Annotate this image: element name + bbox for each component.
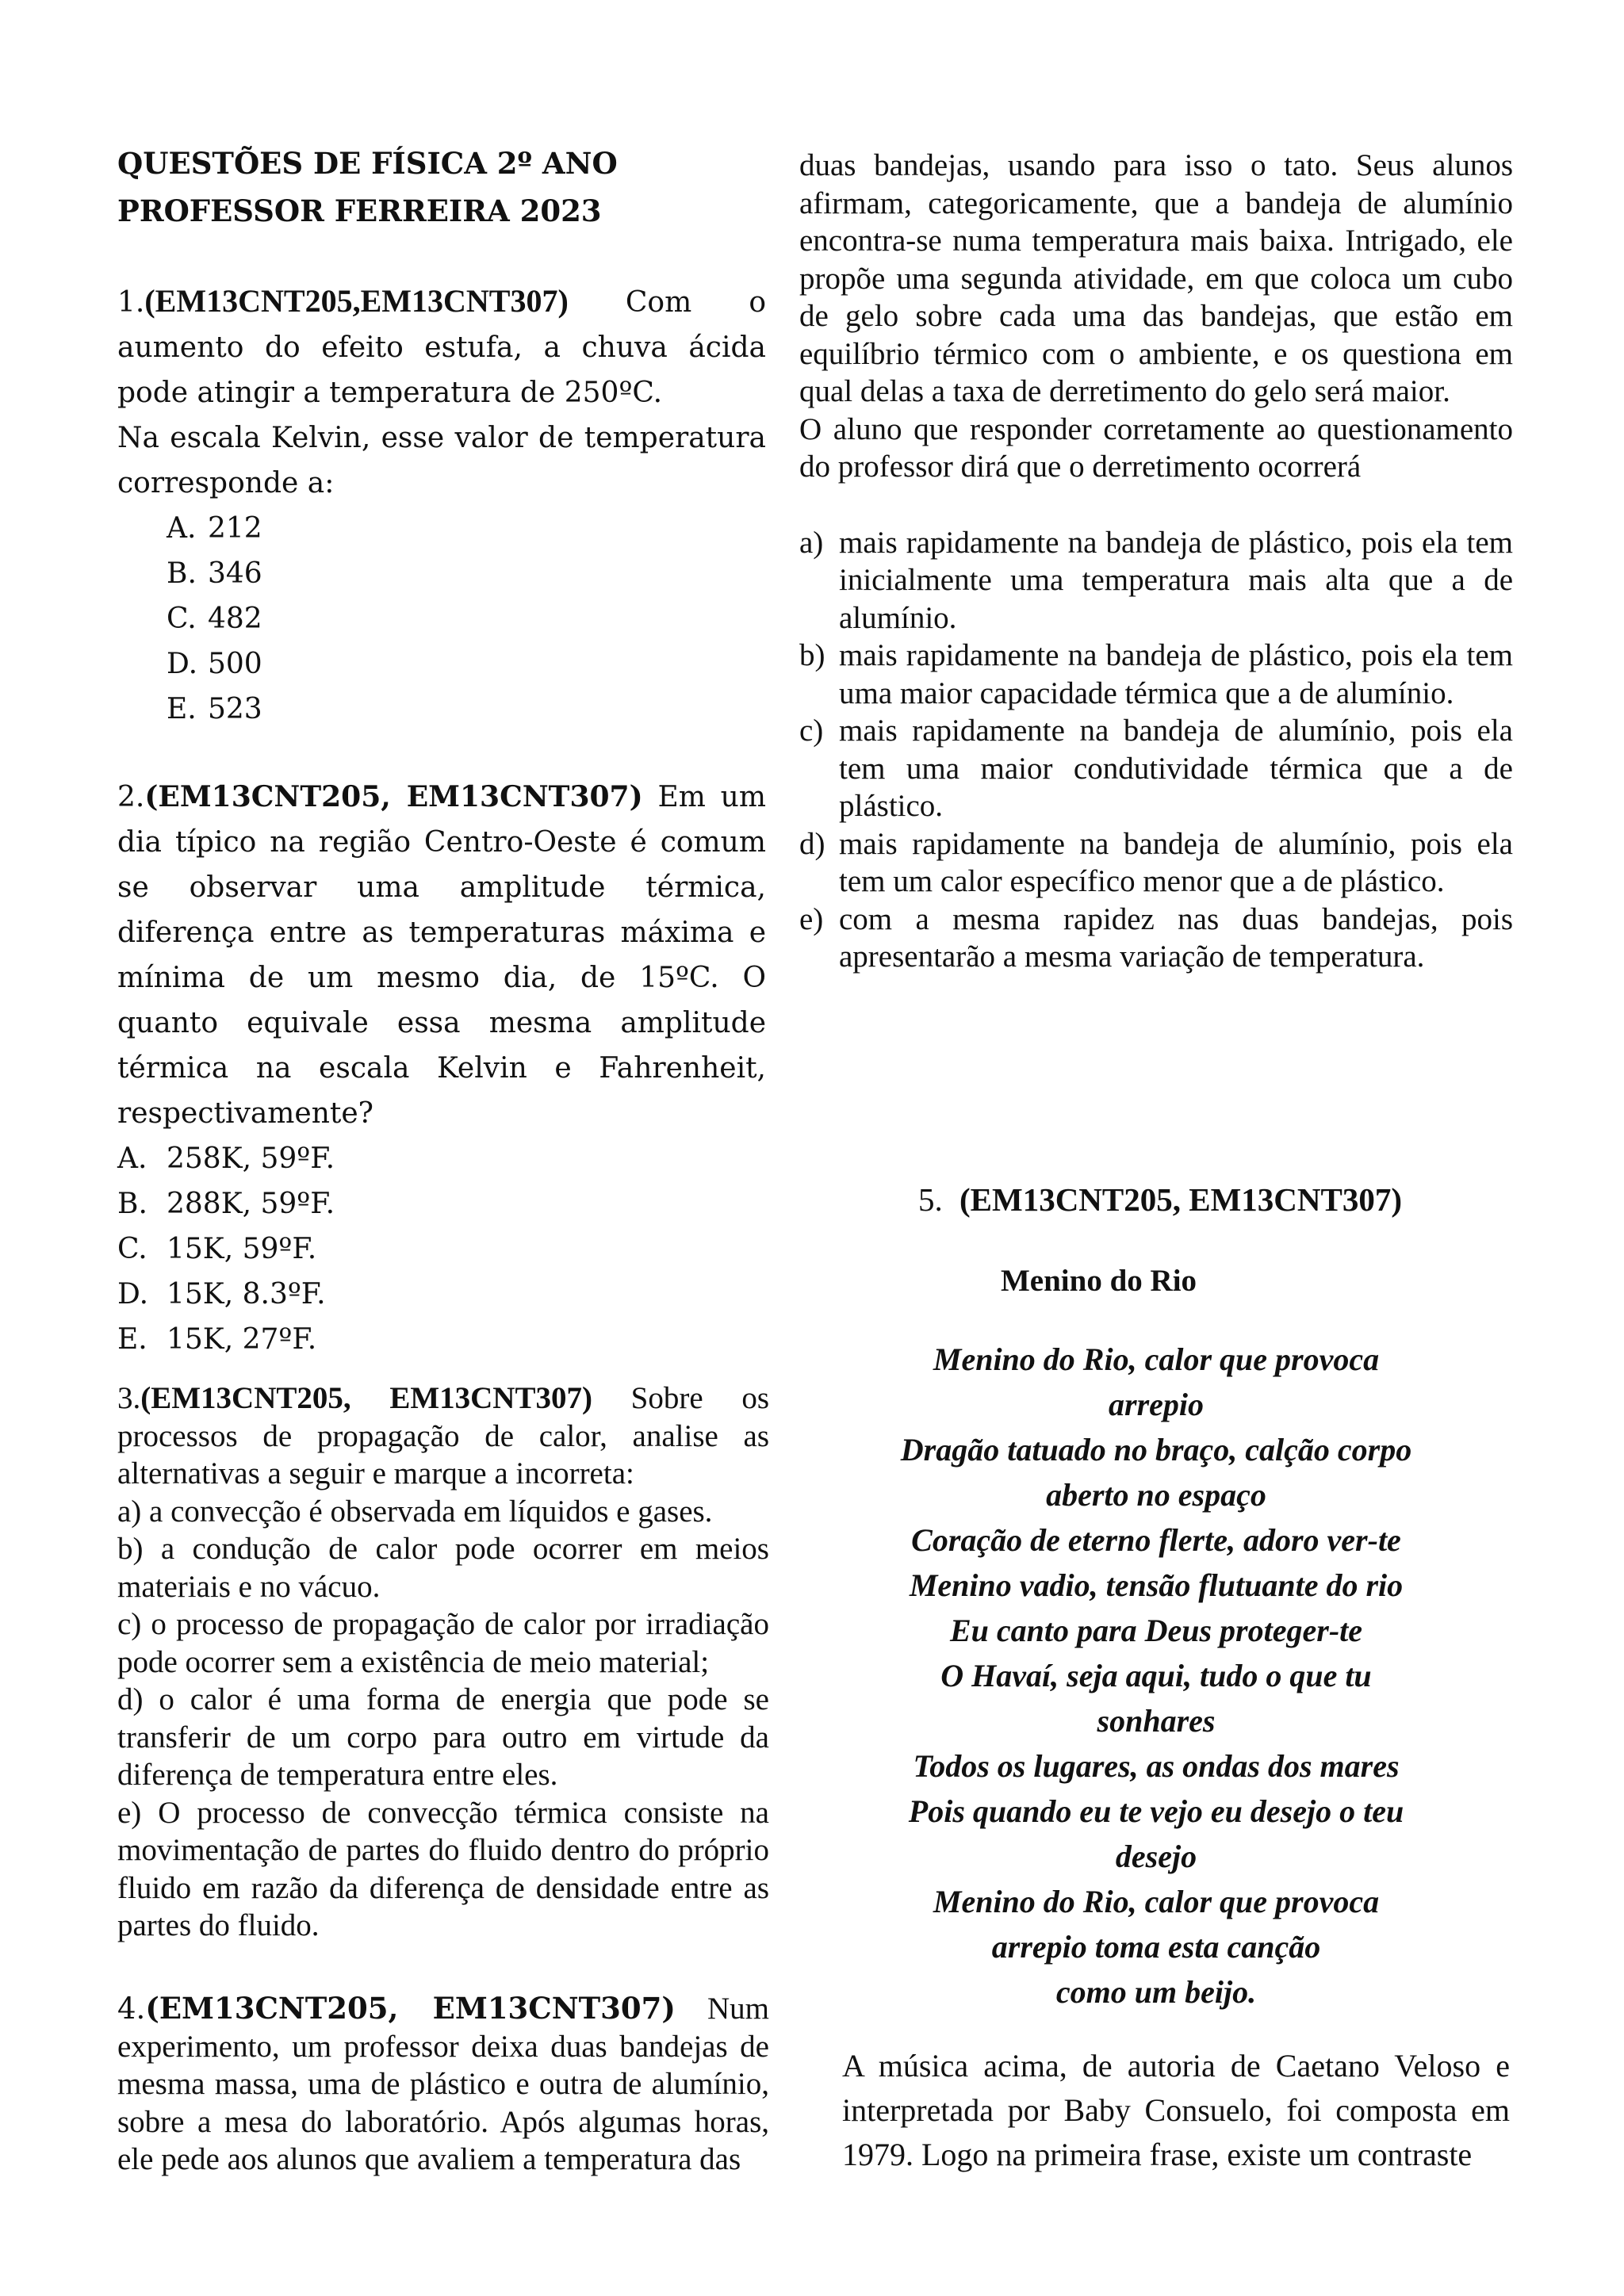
option-q4-b[interactable] <box>799 637 1513 712</box>
option-q1-b[interactable] <box>167 551 766 596</box>
question-4-number: 4. <box>117 1992 146 2026</box>
option-q2-e[interactable] <box>117 1317 766 1362</box>
option-q3-a[interactable]: a) a convecção é observada em líquidos e gases. <box>117 1494 713 1529</box>
lyric-line: Todos os lugares, as ondas dos mares <box>913 1748 1400 1784</box>
option-label: D. <box>167 648 198 680</box>
question-1-options <box>117 506 766 732</box>
question-3-number: 3. <box>117 1381 141 1415</box>
lyric-line: Eu canto para Deus proteger-te <box>950 1613 1362 1648</box>
option-q4-c[interactable] <box>799 712 1513 825</box>
title-line-2: PROFESSOR FERREIRA 2023 <box>117 193 602 228</box>
lyric-line: Coração de eterno flerte, adoro ver-te <box>911 1522 1401 1558</box>
option-text: mais rapidamente na bandeja de plástico, pois ela tem inicialmente uma temperatura mais alta que a de alumínio. <box>839 525 1513 635</box>
question-5-text: A música acima, de autoria de Caetano Veloso e interpretada por Baby Consuelo, foi composta em 1979. Logo na primeira frase, existe um contraste <box>842 2048 1510 2172</box>
question-4-text <box>117 1990 769 2179</box>
option-label: D. <box>117 1278 149 1311</box>
question-4-text-cont-2: O aluno que responder corretamente ao questionamento do professor dirá que o derretimento ocorrerá <box>799 411 1513 484</box>
question-1-code: (EM13CNT205,EM13CNT307) <box>144 283 569 319</box>
option-label: B. <box>167 557 197 590</box>
option-label: B. <box>117 1188 147 1220</box>
option-q2-a[interactable] <box>117 1136 766 1181</box>
question-5-heading <box>918 1177 1402 1222</box>
question-1-number: 1. <box>117 286 145 319</box>
question-4-continued <box>799 147 1513 976</box>
question-1-body: Com o aumento do efeito estufa, a chuva ácida pode atingir a temperatura de 250ºC. <box>117 286 766 409</box>
question-2 <box>117 775 766 1362</box>
option-label: C. <box>167 603 197 635</box>
question-1-text-2: Na escala Kelvin, esse valor de temperatura corresponde a: <box>117 422 766 499</box>
option-q1-d[interactable] <box>167 641 766 687</box>
question-2-text <box>117 775 766 1136</box>
option-label: b) <box>799 638 825 672</box>
option-text: com a mesma rapidez nas duas bandejas, pois apresentarão a mesma variação de temperatura. <box>839 901 1513 974</box>
lyric-line: aberto no espaço <box>1046 1477 1266 1513</box>
option-label: d) <box>799 826 825 861</box>
question-1-text <box>117 278 766 415</box>
question-3 <box>117 1380 769 1945</box>
question-4 <box>117 1990 769 2179</box>
question-3-text <box>117 1380 769 1493</box>
lyric-line: sonhares <box>1097 1703 1216 1739</box>
question-2-number: 2. <box>117 781 145 813</box>
option-label: a) <box>799 525 824 560</box>
page-title <box>117 140 768 235</box>
option-text: 482 <box>208 603 262 635</box>
question-5-code: (EM13CNT205, EM13CNT307) <box>959 1181 1403 1218</box>
option-text: 15K, 27ºF. <box>167 1323 317 1356</box>
option-q2-c[interactable] <box>117 1226 766 1272</box>
lyric-line: Menino vadio, tensão flutuante do rio <box>909 1567 1404 1603</box>
option-q1-c[interactable] <box>167 596 766 641</box>
lyric-line: desejo <box>1115 1839 1197 1874</box>
option-text: mais rapidamente na bandeja de alumínio, pois ela tem um calor específico menor que a de plástico. <box>839 826 1513 898</box>
question-3-body: Sobre os processos de propagação de calor, analise as alternativas a seguir e marque a incorreta: <box>117 1381 769 1490</box>
option-label: e) <box>799 901 824 936</box>
lyric-line: Pois quando eu te vejo eu desejo o teu <box>908 1793 1404 1829</box>
option-text: 500 <box>208 648 262 680</box>
option-q2-b[interactable] <box>117 1181 766 1226</box>
option-q3-c[interactable]: c) o processo de propagação de calor por irradiação pode ocorrer sem a existência de meio material; <box>117 1607 769 1679</box>
option-text: 258K, 59ºF. <box>167 1142 335 1175</box>
question-4-text-cont: duas bandejas, usando para isso o tato. Seus alunos afirmam, categoricamente, que a bandeja de alumínio encontra-se numa temperatura mais baixa. Intrigado, ele propõe uma segunda atividade, em que coloca um cubo de gelo sobre cada uma das bandejas, que estão em equilíbrio térmico com o ambiente, e os questiona em qual delas a taxa de derretimento do gelo será maior. <box>799 148 1513 408</box>
question-4-code: (EM13CNT205, EM13CNT307) <box>145 1991 676 2026</box>
question-4-body: Num experimento, um professor deixa duas bandejas de mesma massa, uma de plástico e outra de alumínio, sobre a mesa do laboratório. Após algumas horas, ele pede aos alunos que avaliem a temperatura das <box>117 1992 769 2176</box>
option-text: mais rapidamente na bandeja de alumínio, pois ela tem uma maior condutividade térmica que a de plástico. <box>839 714 1513 823</box>
option-q4-a[interactable] <box>799 524 1513 637</box>
option-q3-b[interactable]: b) a condução de calor pode ocorrer em meios materiais e no vácuo. <box>117 1532 769 1604</box>
option-text: 15K, 59ºF. <box>167 1233 317 1265</box>
question-2-body: Em um dia típico na região Centro-Oeste é comum se observar uma amplitude térmica, diferença entre as temperaturas máxima e mínima de um mesmo dia, de 15ºC. O quanto equivale essa mesma amplitude térmica na escala Kelvin e Fahrenheit, respectivamente? <box>117 781 766 1130</box>
lyric-line: arrepio toma esta canção <box>991 1929 1321 1965</box>
lyric-line: Menino do Rio, calor que provoca <box>933 1341 1380 1377</box>
question-2-options <box>117 1136 766 1362</box>
option-text: 346 <box>208 557 262 590</box>
option-q4-e[interactable] <box>799 901 1513 976</box>
question-2-code: (EM13CNT205, EM13CNT307) <box>144 780 643 813</box>
title-line-1: QUESTÕES DE FÍSICA 2º ANO <box>117 146 618 181</box>
option-text: 15K, 8.3ºF. <box>167 1278 326 1311</box>
question-3-code: (EM13CNT205, EM13CNT307) <box>140 1381 592 1415</box>
song-title: Menino do Rio <box>1001 1264 1197 1298</box>
option-label: E. <box>117 1323 147 1356</box>
option-text: 288K, 59ºF. <box>167 1188 335 1220</box>
question-1 <box>117 278 766 732</box>
option-text: mais rapidamente na bandeja de plástico, pois ela tem uma maior capacidade térmica que a de alumínio. <box>839 638 1513 710</box>
lyric-line: O Havaí, seja aqui, tudo o que tu <box>940 1658 1372 1693</box>
option-q1-e[interactable] <box>167 687 766 732</box>
lyric-line: Dragão tatuado no braço, calção corpo <box>900 1432 1412 1468</box>
lyric-line: Menino do Rio, calor que provoca <box>933 1884 1380 1919</box>
option-q3-e[interactable]: e) O processo de convecção térmica consiste na movimentação de partes do fluido dentro do próprio fluido em razão da diferença de densidade entre as partes do fluido. <box>117 1795 769 1942</box>
option-q3-d[interactable]: d) o calor é uma forma de energia que pode se transferir de um corpo para outro em virtude da diferença de temperatura entre eles. <box>117 1682 769 1792</box>
option-label: A. <box>167 512 197 545</box>
option-q2-d[interactable] <box>117 1272 766 1317</box>
option-text: 212 <box>208 512 262 545</box>
question-5-number: 5. <box>918 1181 943 1218</box>
option-label: c) <box>799 714 824 748</box>
option-text: 523 <box>208 693 262 725</box>
option-label: E. <box>167 693 197 725</box>
lyric-line: como um beijo. <box>1055 1974 1257 2010</box>
song-lyrics <box>799 1337 1513 2015</box>
lyric-line: arrepio <box>1109 1387 1204 1422</box>
option-label: C. <box>117 1233 147 1265</box>
option-q4-d[interactable] <box>799 825 1513 901</box>
question-4-options <box>799 524 1513 976</box>
option-label: A. <box>117 1142 147 1175</box>
option-q1-a[interactable] <box>167 506 766 551</box>
